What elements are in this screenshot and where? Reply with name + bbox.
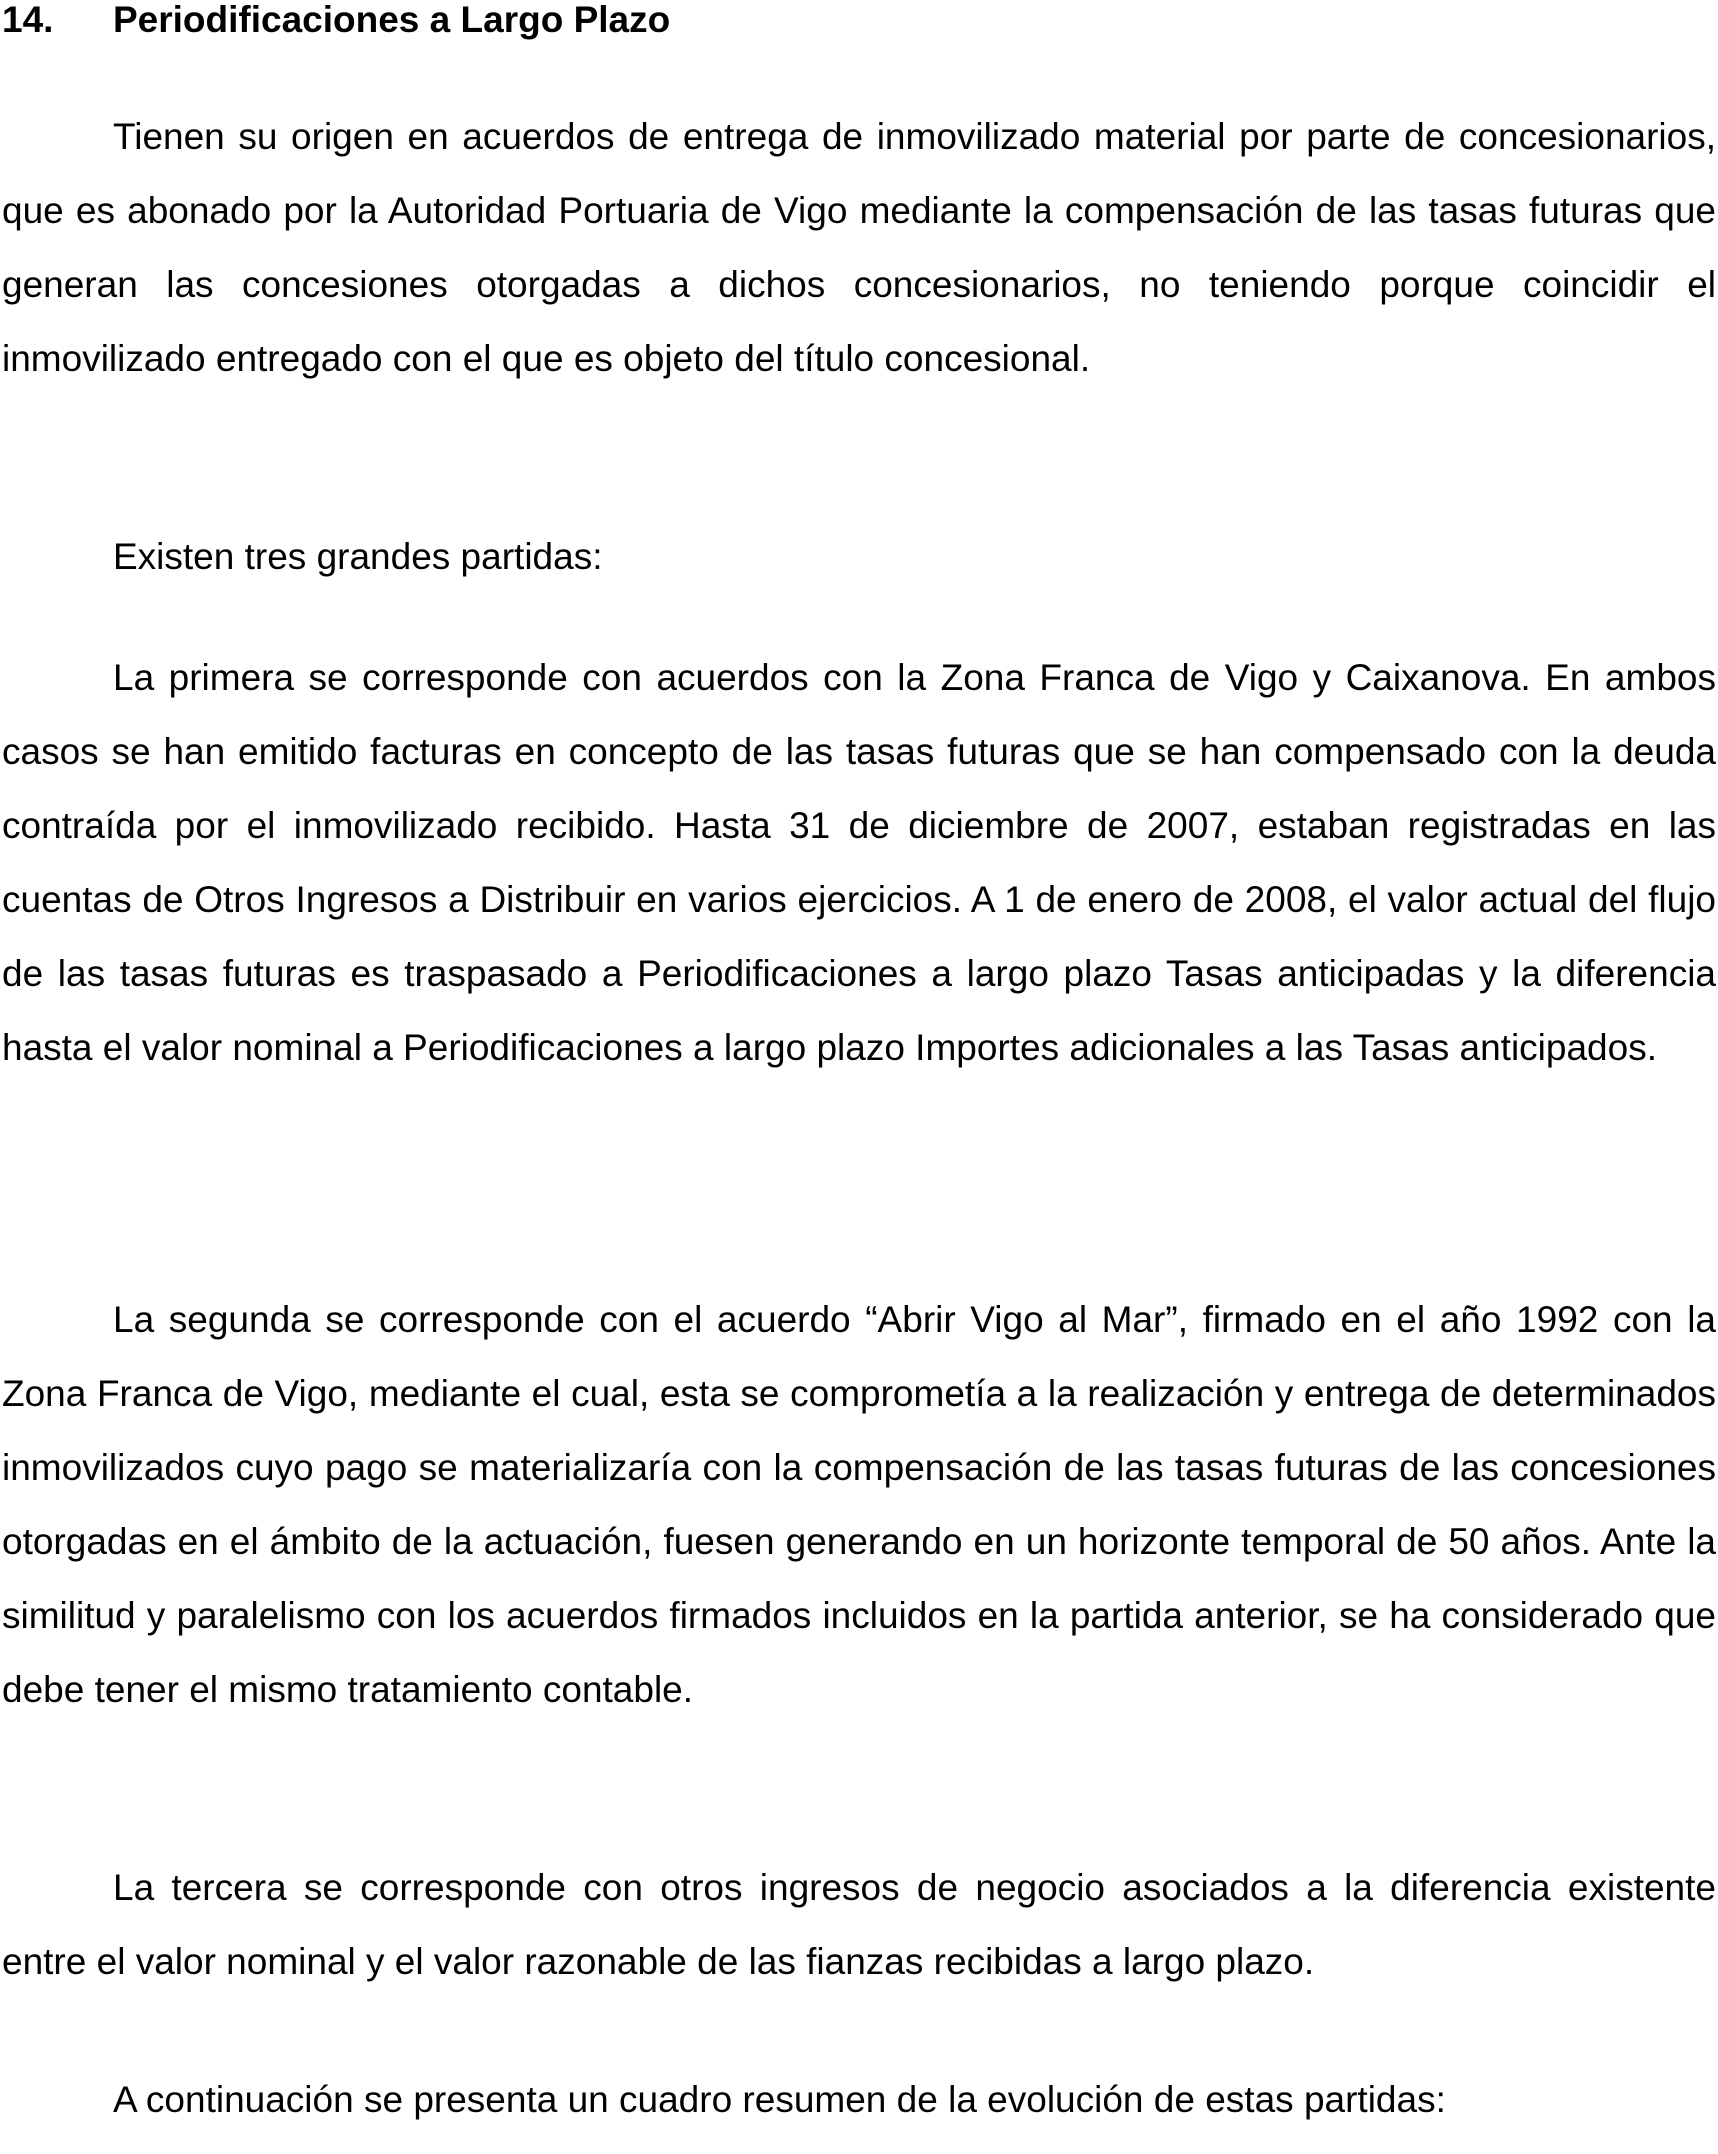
paragraph-third-item: La tercera se corresponde con otros ingresos de negocio asociados a la diferencia existente entre el valor nominal y el valor razonable de las fianzas recibidas a largo plazo. xyxy=(2,1867,1716,1983)
paragraph-first-item: La primera se corresponde con acuerdos con la Zona Franca de Vigo y Caixanova. En ambos casos se han emitido facturas en concepto de las tasas futuras que se han compensado con la deuda contraída por el inmovilizado recibido. Hasta 31 de diciembre de 2007, estaban registradas en las cuentas de Otros Ingresos a Distribuir en varios ejercicios. A 1 de enero de 2008, el valor actual del flujo de las tasas futuras es traspasado a Periodificaciones a largo plazo Tasas anticipadas y la diferencia hasta el valor nominal a Periodificaciones a largo plazo Importes adicionales a las Tasas anticipados. xyxy=(2,657,1716,1069)
section-number: 14. xyxy=(2,0,54,40)
section-heading xyxy=(2,0,670,40)
section-title: Periodificaciones a Largo Plazo xyxy=(113,0,671,40)
paragraph-origin: Tienen su origen en acuerdos de entrega de inmovilizado material por parte de concesionarios, que es abonado por la Autoridad Portuaria de Vigo mediante la compensación de las tasas futuras que generan las concesiones otorgadas a dichos concesionarios, no teniendo porque coincidir el inmovilizado entregado con el que es objeto del título concesional. xyxy=(2,116,1716,380)
paragraph-second-item: La segunda se corresponde con el acuerdo “Abrir Vigo al Mar”, firmado en el año 1992 con la Zona Franca de Vigo, mediante el cual, esta se comprometía a la realización y entrega de determinados inmovilizados cuyo pago se materializaría con la compensación de las tasas futuras de las concesiones otorgadas en el ámbito de la actuación, fuesen generando en un horizonte temporal de 50 años. Ante la similitud y paralelismo con los acuerdos firmados incluidos en la partida anterior, se ha considerado que debe tener el mismo tratamiento contable. xyxy=(2,1299,1716,1711)
paragraph-summary-intro: A continuación se presenta un cuadro resumen de la evolución de estas partidas: xyxy=(113,2079,1446,2120)
paragraph-intro-items: Existen tres grandes partidas: xyxy=(113,536,603,577)
